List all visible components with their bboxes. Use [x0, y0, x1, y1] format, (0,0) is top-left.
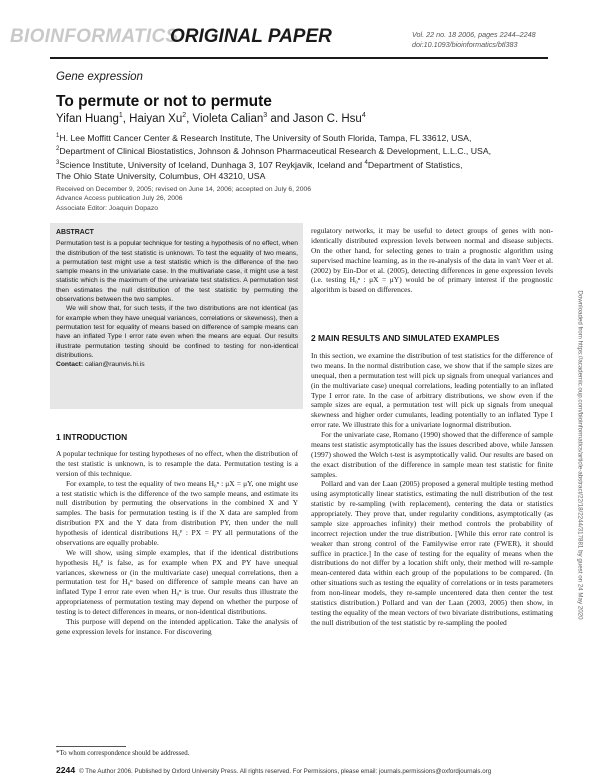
contact-email-link[interactable]: calian@raunvis.hi.is: [84, 361, 145, 369]
affiliation-line: The Ohio State University, Columbus, OH 43210, USA: [56, 171, 266, 182]
body-paragraph: A popular technique for testing hypotheses of no effect, when the distribution of the test statistic is unknown, is to resample the data. Permutation testing is a version of this technique.: [56, 449, 298, 478]
affiliation-line: $^1$H. Lee Moffitt Cancer Center & Research Institute, The University of South Florida, Tampa, FL 33612, USA,: [56, 132, 472, 143]
page-footer: [56, 765, 491, 775]
contact-line: [56, 360, 298, 369]
body-paragraph: In this section, we examine the distribution of test statistics for the difference of two means. In the normal distribution case, we show that if the sample sizes are unequal, then a permutation test will pick up signals from unequal variances and (in the multivariate case) unequal correlations, leading potentially to an inflated Type I error rate. In the case of arbitrary distributions, we show even if the sample sizes are equal, a permutation test will pick up signals from unequal skewness and higher order cumulants, leading potentially to an inflated Type I error rate. We illustrate this for a univariate lognormal distribution.: [311, 351, 553, 430]
received-date: Received on December 9, 2005; revised on June 14, 2006; accepted on July 6, 2006: [56, 186, 312, 193]
citation-volume: Vol. 22 no. 18 2006, pages 2244–2248: [412, 30, 536, 39]
intro-body: [56, 449, 298, 637]
citation-doi[interactable]: doi:10.1093/bioinformatics/btl383: [412, 39, 518, 49]
publication-dates: [56, 185, 311, 213]
contact-label: Contact:: [56, 361, 84, 369]
author-affiliation-mark: 1: [118, 112, 123, 119]
abstract-heading: ABSTRACT: [56, 229, 94, 236]
download-watermark: Downloaded from https://academic.oup.com/bioinformatics/article-abstract/22/18/2244/317881 by guest on 24 May 2020: [576, 290, 584, 620]
copyright-notice: © The Author 2006. Published by Oxford University Press. All rights reserved. For Permissions, please email: journals.permissions@oxfordjournals.org: [79, 768, 492, 775]
author-list: Yifan Huang$^1$, Haiyan Xu$^2$, Violeta Calian$^3$ and Jason C. Hsu$^4$: [56, 112, 366, 125]
abstract: [56, 228, 298, 369]
results-heading: 2 MAIN RESULTS AND SIMULATED EXAMPLES: [311, 333, 500, 343]
paper-title: To permute or not to permute: [56, 93, 272, 110]
author-affiliation-mark: 3: [263, 112, 268, 119]
right-column-continuation: [311, 226, 553, 295]
page-number: 2244: [56, 765, 76, 775]
footnote-divider: [56, 746, 126, 747]
author-name: Yifan Huang: [56, 112, 119, 125]
affiliation-line: $^3$Science Institute, University of Iceland, Dunhaga 3, 107 Reykjavik, Iceland and $^4$Department of Statistics,: [56, 159, 463, 170]
abstract-paragraph: We will show that, for such tests, if the two distributions are not identical (as for example when they have unequal variances, correlations or skewness), then a permutation test for equality of means based on difference of sample means can have an inflated Type I error rate even when the means are equal. Our results illustrate permutation testing should be confined to testing for non-identical distributions.: [56, 305, 298, 359]
body-paragraph: For example, to test the equality of two means H₀ⁿ : μX = μY, one might use a test statistic which is the difference of the two sample means, and estimate its null distribution by permuting the observations in the combined X and Y samples. The basis for permutation testing is if the X data are sampled from distribution PX and the Y data from distribution PY, then under the null hypothesis of identical distributions H₀ᴾ : PX = PY all permutations of the observations are equally probable.: [56, 478, 298, 547]
body-paragraph: For the univariate case, Romano (1990) showed that the difference of sample means test statistic asymptotically has the issues described above, while Janssen (1997) showed the Welch t-test is asymptotically valid. Our results are based on the exact distribution of the difference in sample mean test statistic for finite samples.: [311, 430, 553, 479]
citation-info: [412, 30, 536, 49]
abstract-paragraph: Permutation test is a popular technique for testing a hypothesis of no effect, when the distribution of the test statistic is unknown. To test the equality of two means, a permutation test might use a test statistic which is the difference of the two sample means in the univariate case. In the multivariate case, it might use a test statistic which is the maximum of the univariate test statistics. A permutation test then estimates the null distribution of the test statistic by permuting the observations between the two samples.: [56, 240, 298, 304]
body-paragraph: Pollard and van der Laan (2005) proposed a general multiple testing method using asymptotically linear statistics, estimating the null distribution of the test statistic by re-sampling (with replacement), centering the data or statistics appropriately. They prove that, under regularity conditions, asymptotically (as sample size approaches infinity) their method controls the probability of incorrect rejection under the true distribution. [While this error rate control is weaker than strong control of the Familywise error rate (FWER), it should suffice in practice.] In the case of testing for the equality of means when the distributions do not differ by a location shift only, their method will re-sample mean-centered data within each group of the populations to be compared. (In other situations such as testing the equality of correlations or in tests parameters from non-linear models, they re-sample uncentered data then center the test statistics distribution.) Pollard and van der Laan (2003, 2005) then show, in testing the equality of the mean vectors of two bivariate distributions, estimating the null distribution of the test statistic by re-sampling the pooled: [311, 479, 553, 627]
body-paragraph: regulatory networks, it may be useful to detect groups of genes with non-identically distributed expression levels between normal and disease subjects. On the other hand, for selecting genes to train a prognostic algorithm using supervised machine learning, as in the re-analysis of the data in van't Veer et al. (2002) by Ein-Dor et al. (2005), detecting differences in gene expression levels (i.e. testing H₀ⁿ : μX = μY) would be of primary interest if the prognostic algorithm is based on differences.: [311, 226, 553, 295]
body-paragraph: We will show, using simple examples, that if the identical distributions hypothesis H₀ᴾ is false, as for example when PX and PY have unequal variances, skewness or (in the multivariate case) unequal correlations, then a permutation test for H₀ⁿ based on difference of sample means can have an inflated Type I error rate even when H₀ⁿ is true. Our results thus illustrate the appropriateness of permutation testing may depend on whether the purpose of testing is to detect differences in means, or non-identical distributions.: [56, 547, 298, 616]
author-affiliation-mark: 2: [182, 112, 187, 119]
body-paragraph: This purpose will depend on the intended application. Take the analysis of gene expression levels for instance. For discovering: [56, 616, 298, 636]
associate-editor: Associate Editor: Joaquin Dopazo: [56, 204, 159, 212]
affiliations: [56, 131, 556, 183]
results-body: [311, 351, 553, 628]
intro-heading: 1 INTRODUCTION: [56, 432, 128, 442]
paper-type: ORIGINAL PAPER: [170, 26, 332, 47]
correspondence-footnote: *To whom correspondence should be addressed.: [56, 750, 190, 757]
journal-name: BIOINFORMATICS: [10, 26, 179, 47]
author-affiliation-mark: 4: [361, 112, 366, 119]
header-divider: [50, 57, 548, 59]
affiliation-line: $^2$Department of Clinical Biostatistics, Johnson & Johnson Pharmaceutical Research & Development, L.L.C., USA,: [56, 146, 492, 157]
section-label: Gene expression: [56, 71, 143, 83]
author-name: Haiyan Xu: [129, 112, 183, 125]
author-name: Violeta Calian: [192, 112, 264, 125]
advance-access-date: Advance Access publication July 26, 2006: [56, 195, 183, 203]
author-name: Jason C. Hsu: [292, 112, 362, 125]
